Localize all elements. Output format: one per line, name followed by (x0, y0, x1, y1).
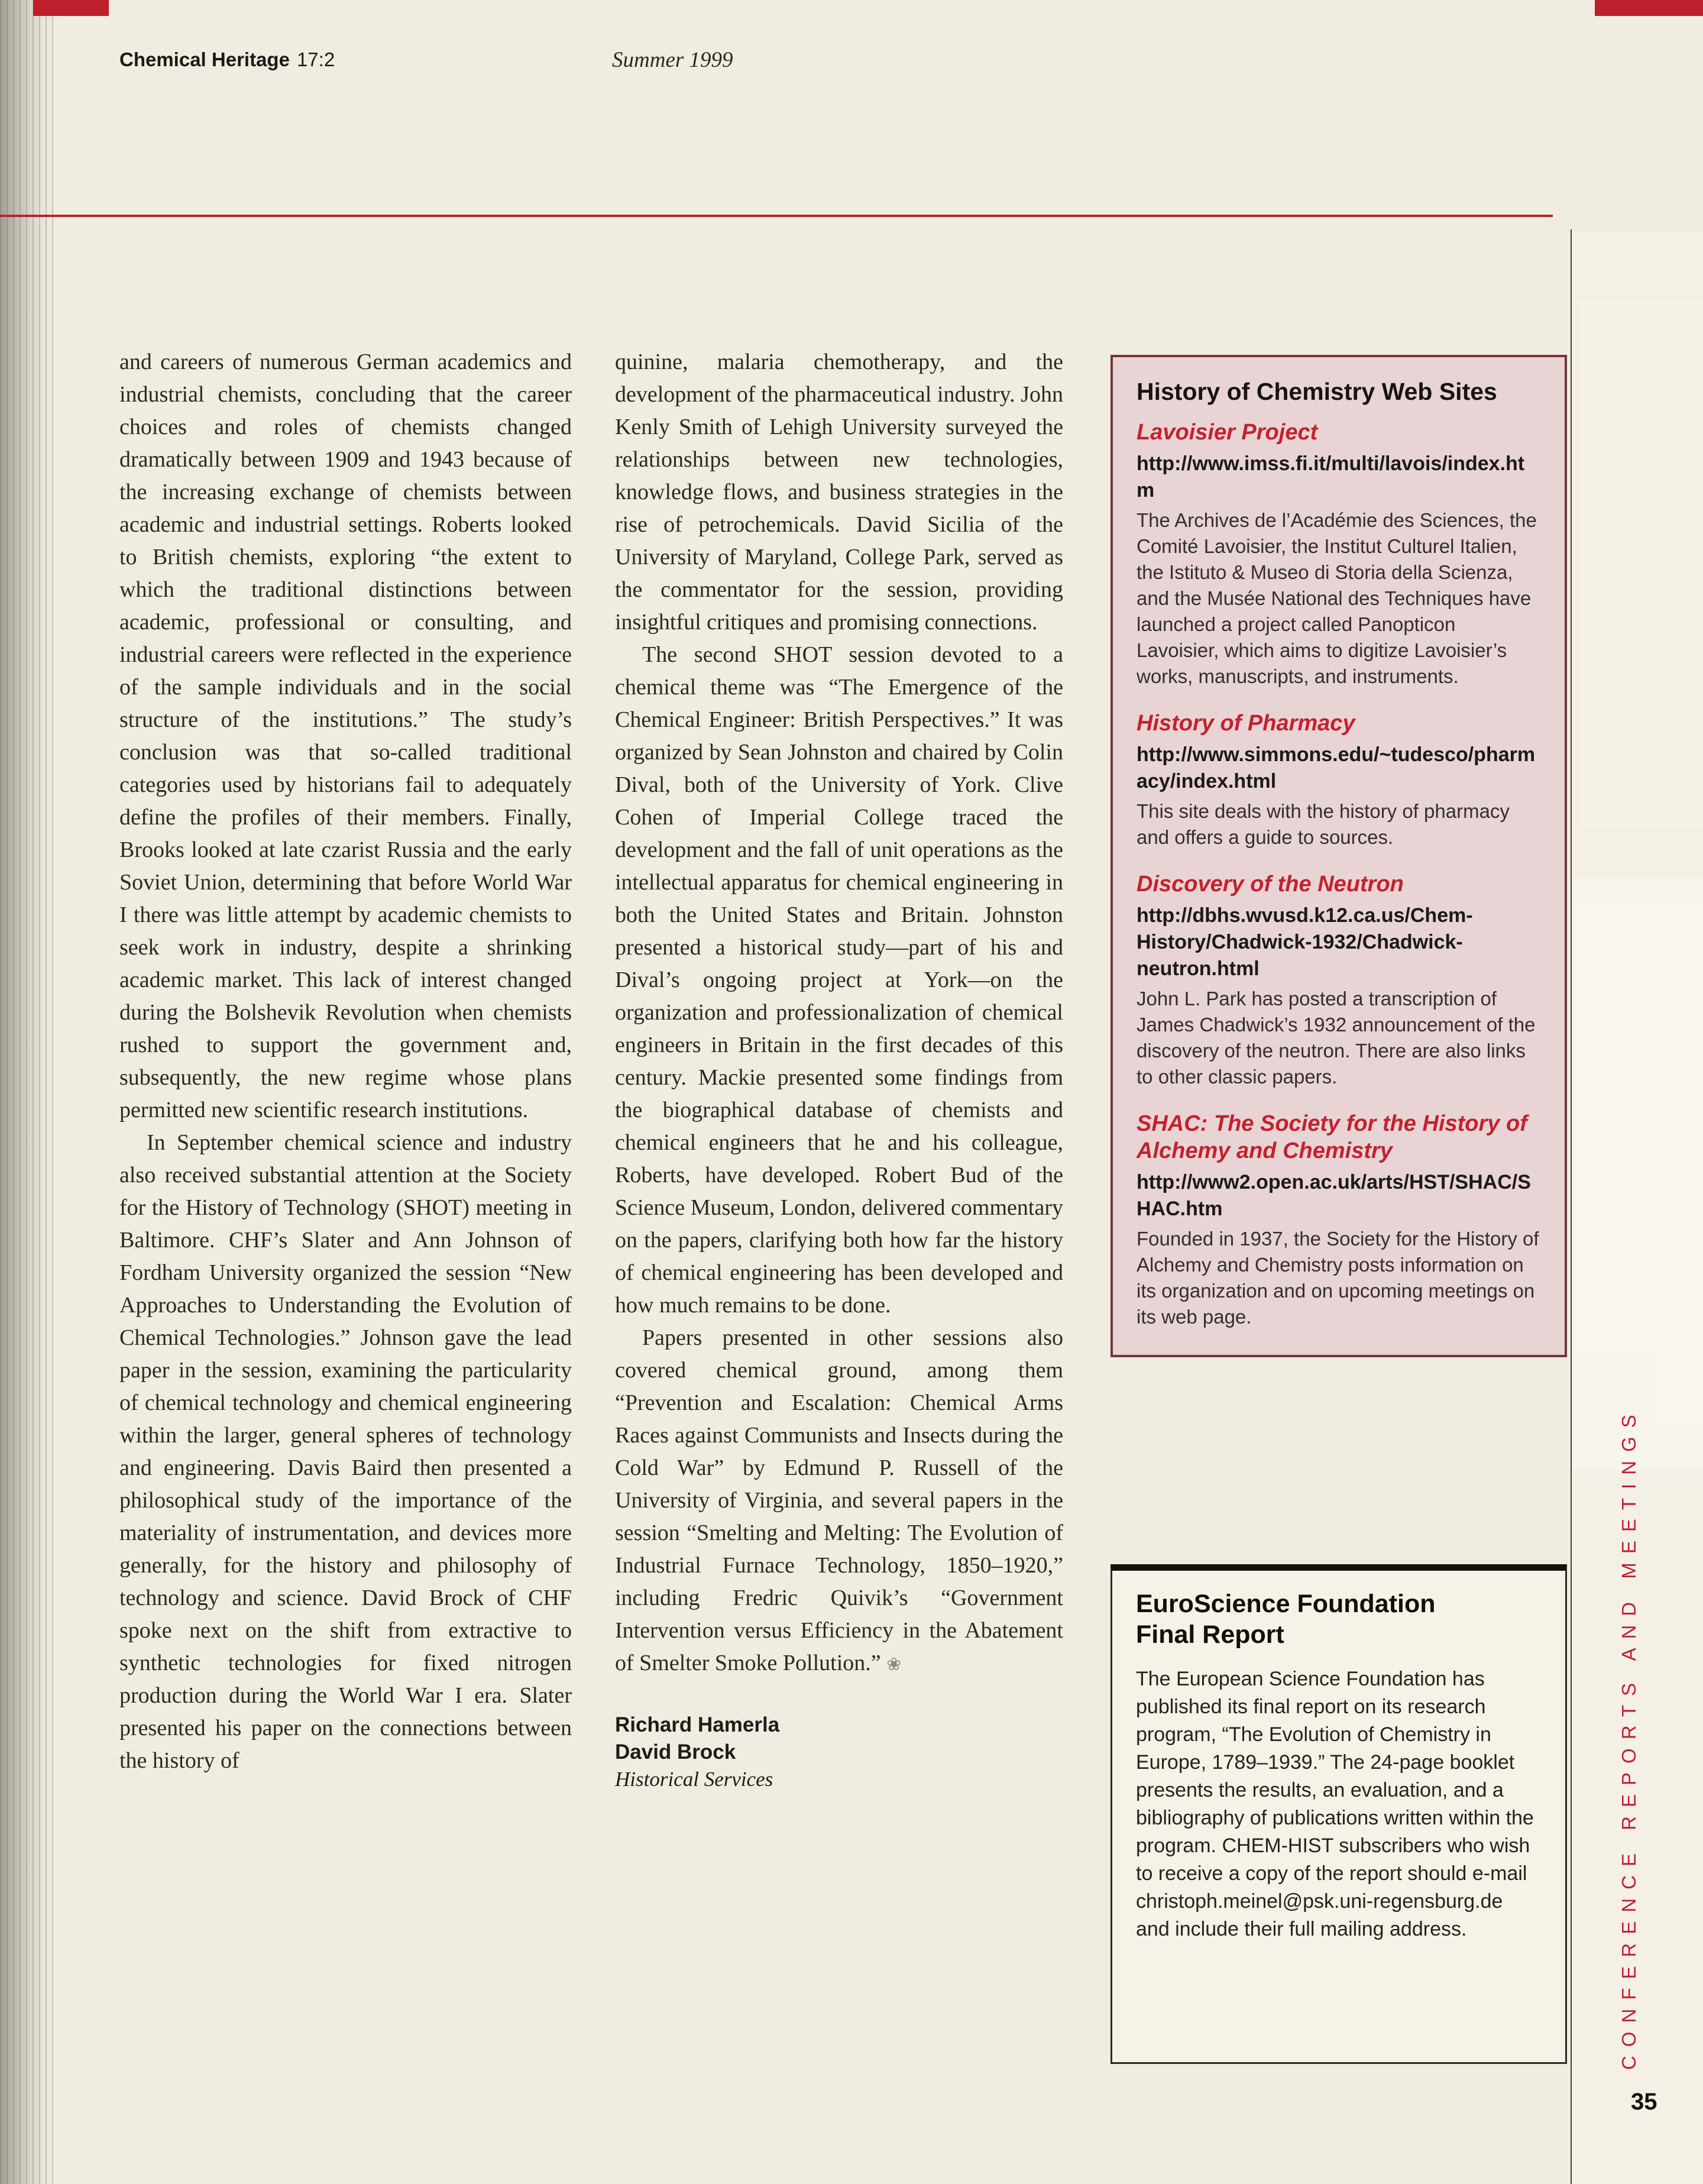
page-number: 35 (1631, 2089, 1657, 2115)
article-paragraph: and careers of numerous German academics and industrial chemists, concluding that the career choices and roles of chemists changed dramatically between 1909 and 1943 because of the increasing exchange of chemists between academic and industrial settings. Roberts looked to British chemists, exploring “the extent to which the traditional distinctions between academic, professional or consulting, and industrial careers were reflected in the experience of the sample individuals and in the social structure of the institutions.” The study’s conclusion was that so-called traditional categories used by historians fail to adequately define the profiles of their members. Finally, Brooks looked at late czarist Russia and the early Soviet Union, determining that before World War I there was little attempt by academic chemists to seek work in industry, despite a shrinking academic market. This lack of interest changed during the Bolshevik Revolution when chemists rushed to support the government and, subsequently, the new regime whose plans permitted new scientific research institutions. (119, 350, 572, 1122)
web-site-entry (1137, 419, 1541, 690)
web-site-heading: History of Pharmacy (1137, 711, 1355, 736)
section-label-vertical: CONFERENCE REPORTS AND MEETINGS (1618, 1406, 1640, 2070)
journal-title: Chemical Heritage (119, 48, 290, 70)
web-site-heading: SHAC: The Society for the History of Alchemy and Chemistry (1137, 1111, 1527, 1163)
page-header (119, 48, 335, 71)
web-sites-box-title: History of Chemistry Web Sites (1137, 378, 1497, 405)
article-paragraph: quinine, malaria chemotherapy, and the development of the pharmaceutical industry. John Kenly Smith of Lehigh University surveyed the relationships between new technologies, knowledge flows, and business strategies in the rise of petrochemicals. David Sicilia of the University of Maryland, College Park, served as the commentator for the session, providing insightful critiques and promising connections. (615, 350, 1063, 635)
byline-author: David Brock (615, 1740, 736, 1764)
web-site-entry (1137, 1110, 1541, 1330)
margin-rule (1571, 229, 1572, 2184)
article-column-1 (119, 346, 572, 1777)
issue-number: 17:2 (296, 48, 335, 70)
web-site-entry (1137, 871, 1541, 1090)
article-paragraph (615, 1322, 1063, 1681)
euroscience-report-box (1110, 1564, 1567, 2064)
web-site-entry (1137, 710, 1541, 850)
web-site-url: http://dbhs.wvusd.k12.ca.us/Chem-History/Chadwick-1932/Chadwick-neutron.html (1137, 904, 1473, 980)
byline (615, 1711, 1063, 1793)
web-site-url: http://www.simmons.edu/~tudesco/pharmacy/index.html (1137, 743, 1536, 792)
web-site-description: This site deals with the history of pharmacy and offers a guide to sources. (1137, 800, 1510, 848)
byline-author: Richard Hamerla (615, 1713, 780, 1736)
red-corner-bar-left (33, 0, 109, 16)
article-paragraph: In September chemical science and industry also received substantial attention at the Society for the History of Technology (SHOT) meeting in Baltimore. CHF’s Slater and Ann Johnson of Fordham University organized the session “New Approaches to Understanding the Evolution of Chemical Technologies.” Johnson gave the lead paper in the session, examining the particularity of chemical technology and chemical engineering within the larger, general spheres of technology and engineering. Davis Baird then presented a philosophical study of the importance of the materiality of instrumentation, and devices more generally, for the history and philosophy of technology and science. David Brock of CHF spoke next on the shift from extractive to synthetic technologies for fixed nitrogen production during the World War I era. Slater presented his paper on the connections between the history of (119, 1130, 572, 1773)
web-site-heading: Lavoisier Project (1137, 420, 1318, 445)
end-of-article-ornament-icon: ❀ (886, 1655, 902, 1674)
book-edge-texture (0, 0, 54, 2184)
euroscience-box-title: EuroScience Foundation (1136, 1590, 1436, 1618)
web-site-description: Founded in 1937, the Society for the History of Alchemy and Chemistry posts information on its organization and on upcoming meetings on its web page. (1137, 1228, 1539, 1328)
web-site-description: John L. Park has posted a transcription of James Chadwick’s 1932 announcement of the discovery of the neutron. There are also links to other classic papers. (1137, 988, 1536, 1088)
article-column-2 (615, 346, 1063, 1793)
article-paragraph-text: Papers presented in other sessions also covered chemical ground, among them “Prevention and Escalation: Chemical Arms Races against Communists and Insects during the Cold War” by Edmund P. Russell of the University of Virginia, and several papers in the session “Smelting and Melting: The Evolution of Industrial Furnace Technology, 1850–1920,” including Fredric Quivik’s “Government Intervention versus Efficiency in the Abatement of Smelter Smoke Pollution.” (615, 1325, 1063, 1675)
web-site-description: The Archives de l’Académie des Sciences, the Comité Lavoisier, the Institut Culturel Italien, the Istituto & Museo di Storia della Scienza, and the Musée National des Techniques have launched a project called Panopticon Lavoisier, which aims to digitize Lavoisier’s works, manuscripts, and instruments. (1137, 509, 1537, 687)
issue-season: Summer 1999 (612, 48, 733, 72)
red-corner-bar-right (1595, 0, 1703, 16)
web-site-heading: Discovery of the Neutron (1137, 872, 1404, 897)
euroscience-box-title: Final Report (1136, 1620, 1284, 1649)
euroscience-box-body: The European Science Foundation has published its final report on its research program, “The Evolution of Chemistry in Europe, 1789–1939.” The 24-page booklet presents the results, an evaluation, and a bibliography of publications written within the program. CHEM-HIST subscribers who wish to receive a copy of the report should e-mail christoph.meinel@psk.uni-regensburg.de and include their full mailing address. (1136, 1668, 1534, 1940)
article-paragraph: The second SHOT session devoted to a chemical theme was “The Emergence of the Chemical Engineer: British Perspectives.” It was organized by Sean Johnston and chaired by Colin Dival, both of the University of York. Clive Cohen of Imperial College traced the development and the fall of unit operations as the intellectual apparatus for chemical engineering in both the United States and Britain. Johnston presented a historical study—part of his and Dival’s ongoing project at York—on the organization and professionalization of chemical engineers in Britain in the first decades of this century. Mackie presented some findings from the biographical database of chemists and chemical engineers that he and his colleague, Roberts, have developed. Robert Bud of the Science Museum, London, delivered commentary on the papers, clarifying both how far the history of chemical engineering has been developed and how much remains to be done. (615, 642, 1063, 1318)
web-site-url: http://www.imss.fi.it/multi/lavois/index.htm (1137, 452, 1525, 501)
history-web-sites-box (1110, 355, 1567, 1357)
header-rule (0, 215, 1553, 217)
web-site-url: http://www2.open.ac.uk/arts/HST/SHAC/SHAC.htm (1137, 1171, 1531, 1220)
byline-organization: Historical Services (615, 1768, 773, 1791)
